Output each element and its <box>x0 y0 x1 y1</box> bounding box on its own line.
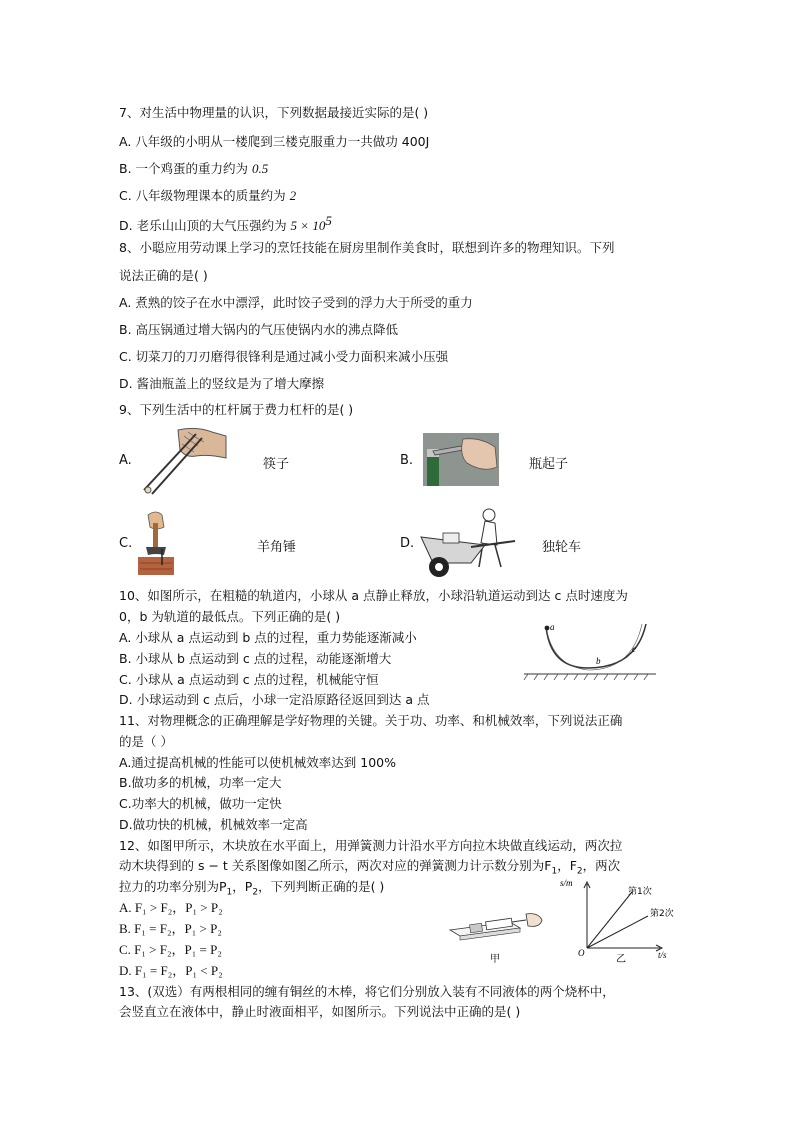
q11-option-a: A.通过提高机械的性能可以使机械效率达到 100% <box>119 755 397 770</box>
q12-stem-line3 <box>119 879 384 901</box>
q9-option-b-letter: B. <box>400 453 414 468</box>
q11-option-c: C.功率大的机械，做功一定快 <box>119 796 282 811</box>
q12-sub-p1: 1 <box>226 887 233 898</box>
q7-option-d-exponent: 5 <box>325 213 332 228</box>
q8-option-c: C. 切菜刀的刀刃磨得很锋利是通过减小受力面积来减小压强 <box>119 349 449 364</box>
q12-stem-line1: 12、如图甲所示，木块放在水平面上，用弹簧测力计沿水平方向拉木块做直线运动，两次拉 <box>119 838 623 853</box>
q8-stem-line1: 8、小聪应用劳动课上学习的烹饪技能在厨房里制作美食时，联想到许多的物理知识。下列 <box>119 240 615 255</box>
q11-option-d: D.做功快的机械，机械效率一定高 <box>119 817 308 832</box>
q8-option-a: A. 煮熟的饺子在水中漂浮，此时饺子受到的浮力大于所受的重力 <box>119 295 473 310</box>
chopsticks-image <box>138 424 230 496</box>
q10-option-a: A. 小球从 a 点运动到 b 点的过程，重力势能逐渐减小 <box>119 630 417 645</box>
q7-stem: 7、对生活中物理量的认识，下列数据最接近实际的是( ) <box>119 105 429 120</box>
q12-sub-f2: 2 <box>576 866 583 877</box>
q9-option-c-letter: C. <box>119 536 133 551</box>
q11-option-b: B.做功多的机械，功率一定大 <box>119 775 282 790</box>
q8-option-d: D. 酱油瓶盖上的竖纹是为了增大摩擦 <box>119 376 325 391</box>
track-diagram <box>518 616 658 686</box>
q7-option-a: A. 八年级的小明从一楼爬到三楼克服重力一共做功 400J <box>119 134 430 149</box>
origin-label: O <box>578 948 585 958</box>
q7-option-c-text: C. 八年级物理课本的质量约为 <box>119 188 290 203</box>
q11-stem-line1: 11、对物理概念的正确理解是学好物理的关键。关于功、功率、和机械效率，下列说法正确 <box>119 713 623 728</box>
q12-stem-line2-part2: ，F <box>557 858 577 873</box>
line-second-trial <box>587 916 648 948</box>
q7-option-d-text: D. 老乐山山顶的大气压强约为 <box>119 218 291 234</box>
q13-stem-line2: 会竖直立在液体中，静止时液面相平，如图所示。下列说法中正确的是( ) <box>119 1004 521 1019</box>
q9-stem: 9、下列生活中的杠杆属于费力杠杆的是( ) <box>119 402 354 417</box>
q10-option-d: D. 小球运动到 c 点后，小球一定沿原路径返回到达 a 点 <box>119 692 430 707</box>
figure-jia-caption: 甲 <box>490 954 500 964</box>
q12-stem-line3-part1: 拉力的功率分别为P <box>119 879 227 894</box>
track-label-b: b <box>596 656 601 666</box>
q10-stem-line2: 0，b 为轨道的最低点。下列正确的是( ) <box>119 609 341 624</box>
q7-option-c <box>119 188 296 204</box>
q9-option-c-label: 羊角锤 <box>257 540 297 555</box>
q12-stem-line3-part3: ，下列判断正确的是( ) <box>258 879 385 894</box>
q10-option-b: B. 小球从 b 点运动到 c 点的过程，动能逐渐增大 <box>119 651 392 666</box>
q12-stem-line2-part3: ，两次 <box>582 858 621 873</box>
q9-option-d-letter: D. <box>400 536 415 551</box>
q11-stem-line2: 的是（ ） <box>119 734 173 749</box>
q12-option-a: A. F₁ > F₂，P₁ > P₂ <box>119 900 223 915</box>
x-axis-label: t/s <box>658 950 667 960</box>
q10-option-c: C. 小球从 a 点运动到 c 点的过程，机械能守恒 <box>119 672 379 687</box>
q7-option-d-value: 5 × 10 <box>290 218 326 234</box>
q12-sub-f1: 1 <box>551 866 558 877</box>
track-label-c: c <box>632 644 636 654</box>
legend-first-trial: 第1次 <box>628 887 652 897</box>
q7-option-c-value: 2 <box>289 188 297 203</box>
q12-stem-line2 <box>119 858 620 880</box>
q7-option-b <box>119 161 268 177</box>
q12-option-c: C. F₁ > F₂，P₁ = P₂ <box>119 942 222 957</box>
q9-option-d-label: 独轮车 <box>542 540 582 555</box>
bottle-opener-image <box>423 433 499 486</box>
q12-sub-p2: 2 <box>252 887 259 898</box>
q9-option-a-label: 筷子 <box>263 457 290 472</box>
legend-second-trial: 第2次 <box>650 909 674 919</box>
q12-option-b: B. F₁ = F₂，P₁ > P₂ <box>119 921 222 936</box>
q7-option-b-text: B. 一个鸡蛋的重力约为 <box>119 161 252 176</box>
q7-option-b-value: 0.5 <box>252 161 269 176</box>
wheelbarrow-image <box>419 507 523 580</box>
spring-scale-figure <box>446 904 550 964</box>
q12-option-d: D. F₁ = F₂，P₁ < P₂ <box>119 963 223 978</box>
ball-at-a <box>545 626 550 631</box>
claw-hammer-image <box>138 509 174 575</box>
q10-stem-line1: 10、如图所示，在粗糙的轨道内，小球从 a 点静止释放，小球沿轨道运动到达 c 点时速度为 <box>119 588 628 603</box>
q12-stem-line2-part1: 动木块得到的 s − t 关系图像如图乙所示，两次对应的弹簧测力计示数分别为F <box>119 858 552 873</box>
q12-stem-line3-part2: ，P <box>232 879 253 894</box>
q9-option-b-label: 瓶起子 <box>529 457 569 472</box>
q13-stem-line1: 13、(双选）有两根相同的缠有铜丝的木棒，将它们分别放入装有不同液体的两个烧杯中， <box>119 984 615 999</box>
q8-option-b: B. 高压锅通过增大锅内的气压使锅内水的沸点降低 <box>119 322 399 337</box>
y-axis-label: s/m <box>560 878 573 888</box>
track-label-a: a <box>550 622 555 632</box>
q9-option-a-letter: A. <box>119 453 132 468</box>
q8-stem-line2: 说法正确的是( ) <box>119 268 208 283</box>
figure-yi-caption: 乙 <box>616 954 626 964</box>
s-t-graph <box>560 878 680 964</box>
q7-option-d <box>119 213 332 234</box>
line-first-trial <box>587 892 632 948</box>
